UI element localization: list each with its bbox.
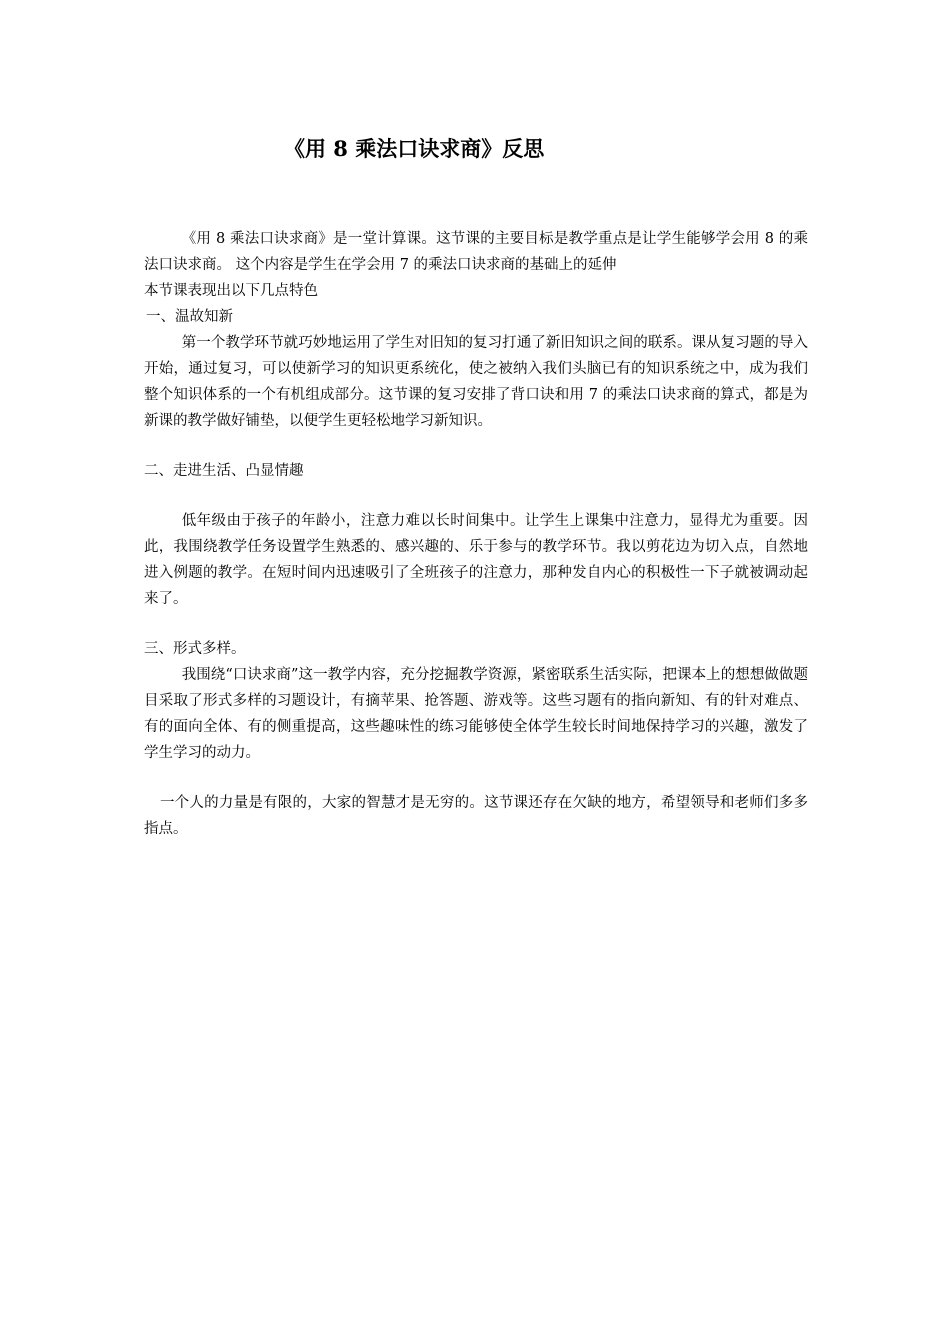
spacer xyxy=(144,434,808,458)
section-heading-3: 三、形式多样。 xyxy=(144,641,246,657)
closing-paragraph: 一个人的力量是有限的，大家的智慧才是无穷的。这节课还存在欠缺的地方，希望领导和老师们多多指点。 xyxy=(144,795,808,837)
spacer xyxy=(144,484,808,508)
intro-lead: 本节课表现出以下几点特色 xyxy=(144,283,318,299)
spacer xyxy=(144,612,808,636)
section-paragraph-2: 低年级由于孩子的年龄小，注意力难以长时间集中。让学生上课集中注意力，显得尤为重要。因此，我围绕教学任务设置学生熟悉的、感兴趣的、乐于参与的教学环节。我以剪花边为切入点，自然地进入例题的教学。在短时间内迅速吸引了全班孩子的注意力，那种发自内心的积极性一下子就被调动起来了。 xyxy=(144,513,808,607)
document-title: 《用 8 乘法口诀求商》反思 xyxy=(284,136,545,161)
section-heading-2: 二、走进生活、凸显情趣 xyxy=(144,463,304,479)
section-paragraph-3: 我围绕“口诀求商”这一教学内容，充分挖掘教学资源，紧密联系生活实际，把课本上的想想做做题目采取了形式多样的习题设计，有摘苹果、抢答题、游戏等。这些习题有的指向新知、有的针对难点、有的面向全体、有的侧重提高，这些趣味性的练习能够使全体学生较长时间地保持学习的兴趣，激发了学生学习的动力。 xyxy=(144,667,808,761)
document-body xyxy=(144,226,808,842)
section-paragraph-1: 第一个教学环节就巧妙地运用了学生对旧知的复习打通了新旧知识之间的联系。课从复习题的导入开始，通过复习，可以使新学习的知识更系统化，使之被纳入我们头脑已有的知识系统之中，成为我们整个知识体系的一个有机组成部分。这节课的复习安排了背口诀和用 7 的乘法口诀求商的算式，都是为新课的教学做好铺垫，以便学生更轻松地学习新知识。 xyxy=(144,335,808,429)
intro-paragraph: 《用 8 乘法口诀求商》是一堂计算课。这节课的主要目标是教学重点是让学生能够学会用 8 的乘法口诀求商。 这个内容是学生在学会用 7 的乘法口诀求商的基础上的延伸 xyxy=(144,231,808,273)
section-heading-1: 一、温故知新 xyxy=(146,309,233,325)
spacer xyxy=(144,766,808,790)
